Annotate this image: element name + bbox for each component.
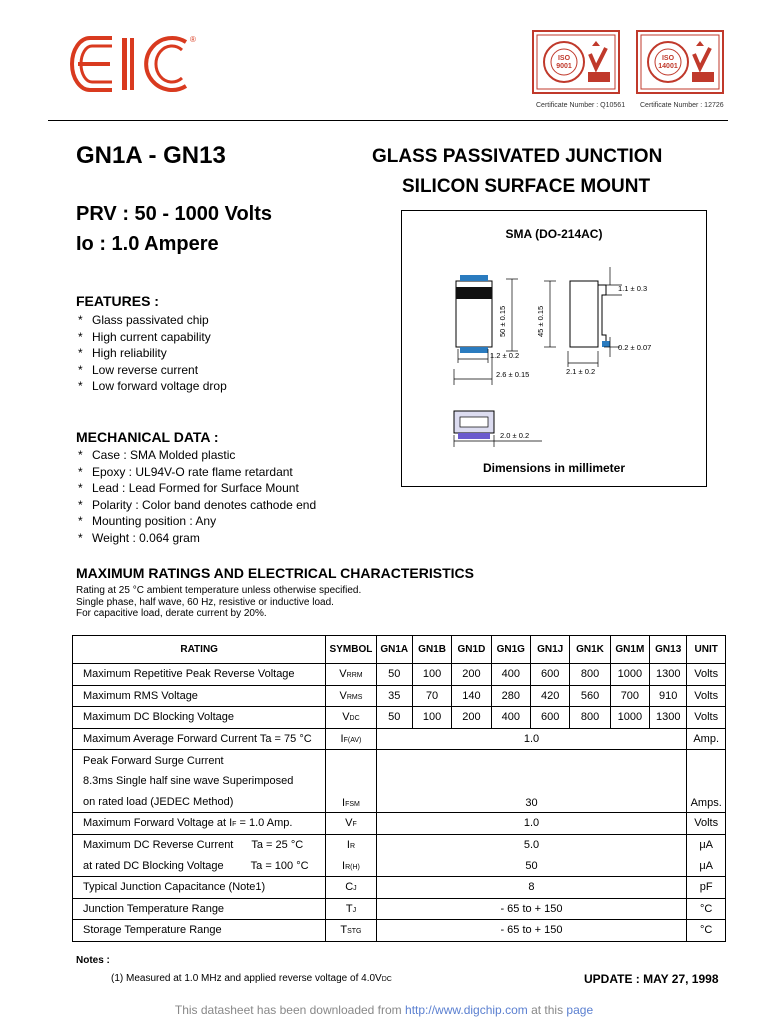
dim-label: 2.1 ± 0.2 bbox=[566, 367, 596, 376]
rating-label: Peak Forward Surge Current bbox=[73, 750, 326, 771]
value-cell: 280 bbox=[491, 685, 530, 707]
table-row bbox=[73, 685, 726, 707]
unit-cell: pF bbox=[687, 876, 726, 898]
table-row bbox=[73, 728, 726, 750]
notes-title: Notes : bbox=[76, 955, 110, 966]
value-cell: 800 bbox=[570, 664, 610, 686]
update-date: UPDATE : MAY 27, 1998 bbox=[584, 972, 719, 986]
value-cell: 50 bbox=[376, 664, 412, 686]
value-cell: 400 bbox=[491, 707, 530, 729]
value-cell: 5.0 bbox=[376, 834, 687, 855]
value-cell: 1.0 bbox=[376, 728, 687, 750]
column-header: RATING bbox=[73, 636, 326, 664]
value-cell: 100 bbox=[412, 707, 451, 729]
symbol-cell: CJ bbox=[326, 876, 376, 898]
unit-cell: Amp. bbox=[687, 728, 726, 750]
value-cell: 420 bbox=[530, 685, 569, 707]
iso14001-seal-icon bbox=[636, 30, 724, 94]
package-title: SMA (DO-214AC) bbox=[505, 227, 603, 241]
package-outline-box bbox=[401, 210, 707, 487]
mechanical-title: MECHANICAL DATA : bbox=[76, 429, 219, 445]
column-header: GN1J bbox=[530, 636, 569, 664]
list-item: * Case : SMA Molded plastic bbox=[76, 447, 316, 464]
list-item: * Low reverse current bbox=[76, 362, 227, 379]
rating-label: Typical Junction Capacitance (Note1) bbox=[73, 876, 326, 898]
eic-logo bbox=[68, 32, 198, 96]
unit-cell: Amps. bbox=[687, 750, 726, 813]
symbol-cell: VF bbox=[326, 813, 376, 835]
value-cell: 400 bbox=[491, 664, 530, 686]
rating-label: Maximum Repetitive Peak Reverse Voltage bbox=[73, 664, 326, 686]
svg-text:9001: 9001 bbox=[556, 63, 572, 70]
package-dimensions-note: Dimensions in millimeter bbox=[482, 461, 626, 475]
symbol-cell: IR(H) bbox=[326, 855, 376, 876]
condition-line: Single phase, half wave, 60 Hz, resistive or inductive load. bbox=[76, 596, 334, 608]
table-row bbox=[73, 920, 726, 942]
value-cell: 1000 bbox=[610, 664, 649, 686]
certificate-number-2: Certificate Number : 12726 bbox=[640, 102, 724, 109]
rating-label: at rated DC Blocking Voltage Ta = 100 °C bbox=[73, 855, 326, 876]
value-cell: 910 bbox=[650, 685, 687, 707]
rating-label: Junction Temperature Range bbox=[73, 898, 326, 920]
page-link[interactable]: page bbox=[566, 1003, 594, 1017]
dim-label: 50 ± 0.15 bbox=[498, 305, 507, 337]
value-cell: - 65 to + 150 bbox=[376, 920, 687, 942]
value-cell: 1.0 bbox=[376, 813, 687, 835]
symbol-cell: IF(AV) bbox=[326, 728, 376, 750]
unit-cell: μA bbox=[687, 834, 726, 855]
dim-label: 2.6 ± 0.15 bbox=[496, 370, 530, 379]
value-cell: 1000 bbox=[610, 707, 649, 729]
svg-text:ISO: ISO bbox=[557, 55, 571, 62]
rating-label: on rated load (JEDEC Method) bbox=[73, 792, 326, 813]
symbol-cell: VRMS bbox=[326, 685, 376, 707]
list-item: * High reliability bbox=[76, 345, 227, 362]
value-cell: 8 bbox=[376, 876, 687, 898]
dim-label: 0.2 ± 0.07 bbox=[618, 343, 652, 352]
symbol-cell: VDC bbox=[326, 707, 376, 729]
part-number: GN1A - GN13 bbox=[76, 142, 226, 169]
rating-label: Storage Temperature Range bbox=[73, 920, 326, 942]
prv-spec: PRV : 50 - 1000 Volts bbox=[76, 203, 273, 225]
value-cell: 100 bbox=[412, 664, 451, 686]
column-header: GN1D bbox=[452, 636, 491, 664]
table-row bbox=[73, 750, 726, 771]
note-1: (1) Measured at 1.0 MHz and applied reverse voltage of 4.0VDC bbox=[111, 973, 392, 984]
rating-label: Maximum Forward Voltage at IF = 1.0 Amp. bbox=[73, 813, 326, 835]
value-cell: 50 bbox=[376, 707, 412, 729]
table-row bbox=[73, 876, 726, 898]
download-footer: This datasheet has been downloaded from http://www.digchip.com at this page bbox=[174, 1003, 594, 1017]
rating-label: 8.3ms Single half sine wave Superimposed bbox=[73, 771, 326, 792]
condition-line: For capacitive load, derate current by 20%. bbox=[76, 608, 267, 619]
registered-mark: ® bbox=[190, 35, 196, 44]
column-header: GN1M bbox=[610, 636, 649, 664]
value-cell: 50 bbox=[376, 855, 687, 876]
ratings-conditions bbox=[76, 585, 361, 620]
value-cell: 35 bbox=[376, 685, 412, 707]
column-header: SYMBOL bbox=[326, 636, 376, 664]
svg-text:14001: 14001 bbox=[658, 63, 678, 70]
table-row bbox=[73, 664, 726, 686]
symbol-cell: TSTG bbox=[326, 920, 376, 942]
product-heading-line1: GLASS PASSIVATED JUNCTION bbox=[372, 146, 663, 167]
unit-cell: °C bbox=[687, 898, 726, 920]
value-cell: 800 bbox=[570, 707, 610, 729]
dim-label: 2.0 ± 0.2 bbox=[500, 431, 530, 440]
value-cell: 1300 bbox=[650, 707, 687, 729]
rating-label: Maximum RMS Voltage bbox=[73, 685, 326, 707]
unit-cell: Volts bbox=[687, 813, 726, 835]
product-heading-line2: SILICON SURFACE MOUNT bbox=[402, 176, 651, 197]
symbol-cell: TJ bbox=[326, 898, 376, 920]
rating-label: Maximum Average Forward Current Ta = 75 °C bbox=[73, 728, 326, 750]
value-cell: 560 bbox=[570, 685, 610, 707]
value-cell: 600 bbox=[530, 664, 569, 686]
column-header: GN13 bbox=[650, 636, 687, 664]
value-cell: 600 bbox=[530, 707, 569, 729]
iso9001-seal-icon bbox=[532, 30, 620, 94]
dim-label: 1.1 ± 0.3 bbox=[618, 284, 648, 293]
column-header: GN1A bbox=[376, 636, 412, 664]
list-item: * Lead : Lead Formed for Surface Mount bbox=[76, 480, 316, 497]
header-rule bbox=[48, 120, 728, 121]
value-cell: 200 bbox=[452, 707, 491, 729]
column-header: GN1B bbox=[412, 636, 451, 664]
value-cell: 200 bbox=[452, 664, 491, 686]
ratings-title: MAXIMUM RATINGS AND ELECTRICAL CHARACTERISTICS bbox=[76, 565, 474, 581]
package-drawing bbox=[402, 211, 706, 486]
digchip-link[interactable]: http://www.digchip.com bbox=[405, 1003, 528, 1017]
dim-label: 45 ± 0.15 bbox=[536, 305, 545, 337]
svg-text:ISO: ISO bbox=[661, 55, 675, 62]
features-list bbox=[76, 312, 227, 395]
value-cell: 30 bbox=[376, 750, 687, 813]
list-item: * Mounting position : Any bbox=[76, 513, 316, 530]
rating-label: Maximum DC Blocking Voltage bbox=[73, 707, 326, 729]
io-spec: Io : 1.0 Ampere bbox=[76, 233, 219, 255]
list-item: * Low forward voltage drop bbox=[76, 378, 227, 395]
certificate-number-1: Certificate Number : Q10561 bbox=[536, 102, 626, 109]
symbol-cell: IR bbox=[326, 834, 376, 855]
table-row bbox=[73, 707, 726, 729]
unit-cell: Volts bbox=[687, 664, 726, 686]
table-row bbox=[73, 898, 726, 920]
table-header-row bbox=[73, 636, 726, 664]
list-item: * High current capability bbox=[76, 329, 227, 346]
column-header: GN1K bbox=[570, 636, 610, 664]
unit-cell: Volts bbox=[687, 707, 726, 729]
unit-cell: °C bbox=[687, 920, 726, 942]
unit-cell: μA bbox=[687, 855, 726, 876]
table-row bbox=[73, 813, 726, 835]
list-item: * Epoxy : UL94V-O rate flame retardant bbox=[76, 464, 316, 481]
value-cell: - 65 to + 150 bbox=[376, 898, 687, 920]
value-cell: 1300 bbox=[650, 664, 687, 686]
ratings-table bbox=[72, 635, 726, 942]
value-cell: 140 bbox=[452, 685, 491, 707]
list-item: * Glass passivated chip bbox=[76, 312, 227, 329]
list-item: * Polarity : Color band denotes cathode end bbox=[76, 497, 316, 514]
dim-label: 1.2 ± 0.2 bbox=[490, 351, 520, 360]
mechanical-list bbox=[76, 447, 316, 547]
symbol-cell: IFSM bbox=[326, 750, 376, 813]
symbol-cell: VRRM bbox=[326, 664, 376, 686]
list-item: * Weight : 0.064 gram bbox=[76, 530, 316, 547]
table-row bbox=[73, 834, 726, 855]
rating-label: Maximum DC Reverse Current Ta = 25 °C bbox=[73, 834, 326, 855]
column-header: UNIT bbox=[687, 636, 726, 664]
table-row bbox=[73, 855, 726, 876]
value-cell: 70 bbox=[412, 685, 451, 707]
value-cell: 700 bbox=[610, 685, 649, 707]
features-title: FEATURES : bbox=[76, 293, 159, 309]
unit-cell: Volts bbox=[687, 685, 726, 707]
condition-line: Rating at 25 °C ambient temperature unless otherwise specified. bbox=[76, 585, 362, 596]
column-header: GN1G bbox=[491, 636, 530, 664]
